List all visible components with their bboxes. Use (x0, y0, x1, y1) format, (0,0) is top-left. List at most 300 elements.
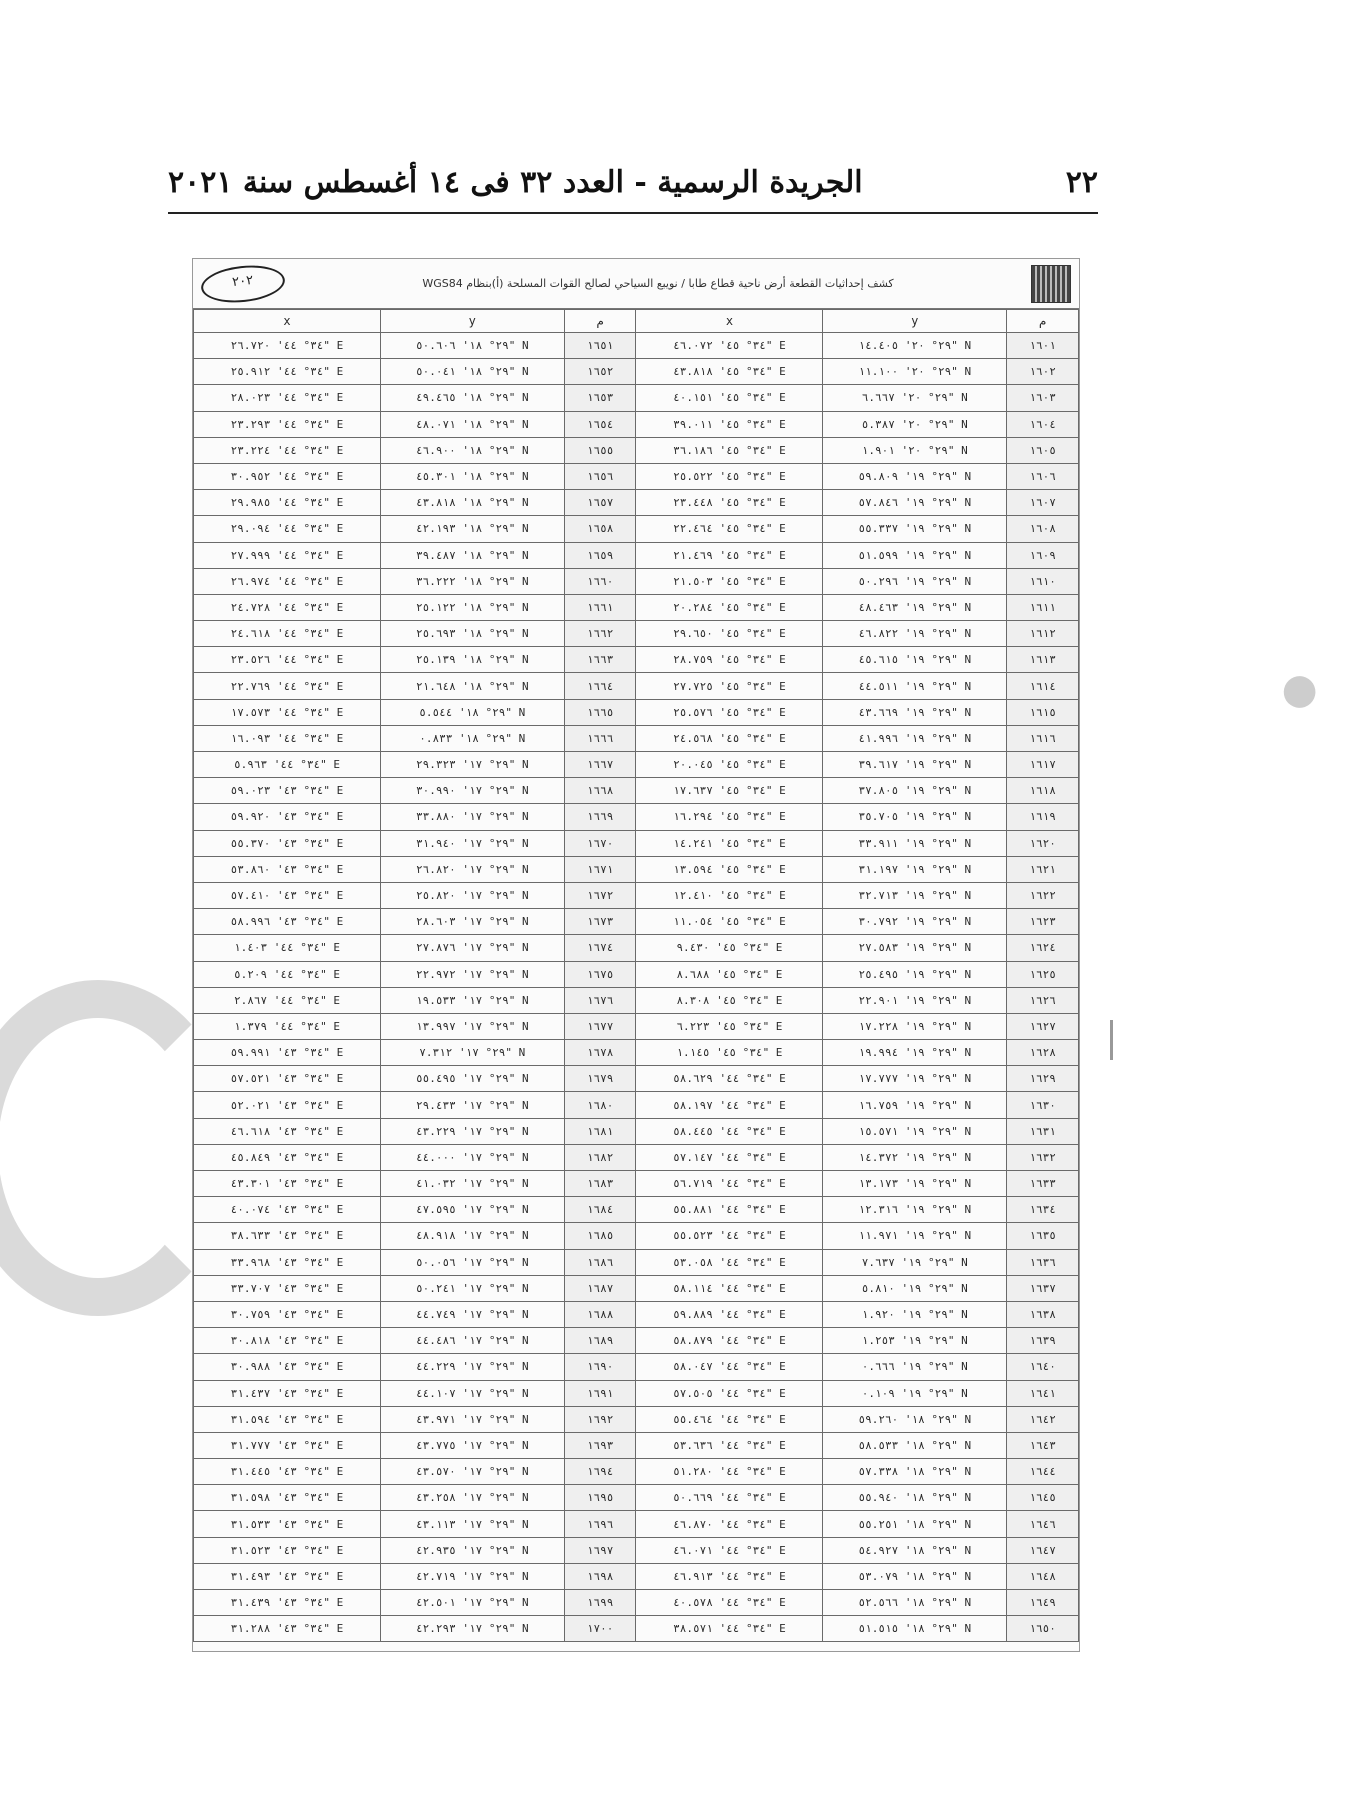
coordinate-cell: ٢٩° ١٩' ٠.١٠٩" N (823, 1380, 1007, 1406)
point-number-cell: ١٦٤٩ (1007, 1590, 1079, 1616)
coordinate-cell: ٢٩° ٢٠' ١١.١٠٠" N (823, 359, 1007, 385)
coordinate-cell: ٣٤° ٤٥' ٣٩.٠١١" E (636, 411, 823, 437)
coordinate-cell: ٢٩° ١٩' ٥٥.٣٣٧" N (823, 516, 1007, 542)
point-number-cell: ١٦٦٥ (564, 699, 636, 725)
table-row (194, 909, 1079, 935)
coordinate-cell: ٢٩° ١٧' ٢٨.٦٠٣" N (380, 909, 564, 935)
point-number-cell: ١٦٤٦ (1007, 1511, 1079, 1537)
table-body (194, 333, 1079, 1642)
coordinate-cell: ٢٩° ١٧' ٢٢.٩٧٢" N (380, 961, 564, 987)
point-number-cell: ١٦٤٤ (1007, 1459, 1079, 1485)
point-number-cell: ١٦٢٥ (1007, 961, 1079, 987)
table-row (194, 621, 1079, 647)
table-row (194, 856, 1079, 882)
coordinate-cell: ٢٩° ١٩' ١٧.٢٢٨" N (823, 1013, 1007, 1039)
table-row (194, 804, 1079, 830)
coordinate-cell: ٢٩° ١٩' ١٥.٥٧١" N (823, 1118, 1007, 1144)
point-number-cell: ١٦٥٢ (564, 359, 636, 385)
point-number-cell: ١٦٢٧ (1007, 1013, 1079, 1039)
point-number-cell: ١٦٥٠ (1007, 1616, 1079, 1642)
table-row (194, 673, 1079, 699)
point-number-cell: ١٦٥٣ (564, 385, 636, 411)
coordinate-cell: ٣٤° ٤٤' ٥٧.١٤٧" E (636, 1144, 823, 1170)
coordinate-cell: ٣٤° ٤٣' ٣٣.٧٠٧" E (194, 1275, 381, 1301)
coordinate-cell: ٢٩° ١٨' ٤٩.٤٦٥" N (380, 385, 564, 411)
coordinate-cell: ٢٩° ١٩' ٣٩.٦١٧" N (823, 752, 1007, 778)
point-number-cell: ١٦٠٧ (1007, 490, 1079, 516)
page-number: ٢٢ (1065, 164, 1098, 200)
point-number-cell: ١٦٦٠ (564, 568, 636, 594)
point-number-cell: ١٦١٦ (1007, 725, 1079, 751)
coordinate-cell: ٣٤° ٤٤' ٢٩.٠٩٤" E (194, 516, 381, 542)
point-number-cell: ١٦١٣ (1007, 647, 1079, 673)
coordinate-cell: ٢٩° ١٧' ٤٤.٢٢٩" N (380, 1354, 564, 1380)
coordinate-cell: ٢٩° ١٧' ٢٥.٨٢٠" N (380, 882, 564, 908)
point-number-cell: ١٦٨٧ (564, 1275, 636, 1301)
coordinate-cell: ٣٤° ٤٣' ٣١.٧٧٧" E (194, 1432, 381, 1458)
point-number-cell: ١٦٧٧ (564, 1013, 636, 1039)
coordinate-cell: ٣٤° ٤٤' ٥٥.٤٦٤" E (636, 1406, 823, 1432)
coordinate-cell: ٣٤° ٤٤' ٥١.٢٨٠" E (636, 1459, 823, 1485)
coordinate-cell: ٣٤° ٤٤' ٥٨.٠٤٧" E (636, 1354, 823, 1380)
coordinate-cell: ٣٤° ٤٣' ٥٩.٠٢٣" E (194, 778, 381, 804)
table-row (194, 1171, 1079, 1197)
coordinate-cell: ٢٩° ١٧' ٧.٣١٢" N (380, 1040, 564, 1066)
coordinate-cell: ٢٩° ١٩' ١٢.٣١٦" N (823, 1197, 1007, 1223)
coordinate-cell: ٢٩° ١٨' ٥٠.٠٤١" N (380, 359, 564, 385)
table-row (194, 725, 1079, 751)
coordinate-cell: ٣٤° ٤٣' ٣١.٥٢٣" E (194, 1537, 381, 1563)
coordinate-cell: ٢٩° ١٧' ٤٣.١١٣" N (380, 1511, 564, 1537)
column-header: x (194, 310, 381, 333)
point-number-cell: ١٦٨٨ (564, 1301, 636, 1327)
coordinate-cell: ٣٤° ٤٥' ٢١.٤٦٩" E (636, 542, 823, 568)
coordinate-cell: ٣٤° ٤٥' ١٢.٤١٠" E (636, 882, 823, 908)
coordinate-cell: ٢٩° ١٧' ٢٧.٨٧٦" N (380, 935, 564, 961)
coordinate-cell: ٢٩° ١٩' ٥٩.٨٠٩" N (823, 463, 1007, 489)
point-number-cell: ١٦١٠ (1007, 568, 1079, 594)
table-row (194, 1537, 1079, 1563)
coordinate-cell: ٢٩° ١٨' ٥٤.٩٢٧" N (823, 1537, 1007, 1563)
coordinate-cell: ٣٤° ٤٥' ٢٣.٤٤٨" E (636, 490, 823, 516)
point-number-cell: ١٦٤٨ (1007, 1563, 1079, 1589)
point-number-cell: ١٦١٤ (1007, 673, 1079, 699)
coordinate-cell: ٢٩° ١٩' ١.٢٥٣" N (823, 1328, 1007, 1354)
coordinate-cell: ٣٤° ٤٤' ٢٨.٠٢٣" E (194, 385, 381, 411)
coordinate-cell: ٣٤° ٤٣' ٥٧.٤١٠" E (194, 882, 381, 908)
coordinate-cell: ٣٤° ٤٣' ٤٦.٦١٨" E (194, 1118, 381, 1144)
column-header: y (380, 310, 564, 333)
coordinate-cell: ٢٩° ١٨' ٥٣.٠٧٩" N (823, 1563, 1007, 1589)
coordinate-cell: ٢٩° ١٩' ٤١.٩٩٦" N (823, 725, 1007, 751)
coordinate-cell: ٣٤° ٤٥' ٢١.٥٠٣" E (636, 568, 823, 594)
table-row (194, 568, 1079, 594)
handwritten-page-stamp: ٢٠٢ (199, 261, 286, 306)
coordinate-cell: ٢٩° ١٧' ٤٢.٢٩٣" N (380, 1616, 564, 1642)
coordinate-cell: ٢٩° ١٩' ١٦.٧٥٩" N (823, 1092, 1007, 1118)
coordinate-cell: ٢٩° ١٩' ١٩.٩٩٤" N (823, 1040, 1007, 1066)
coordinate-cell: ٣٤° ٤٤' ١٧.٥٧٣" E (194, 699, 381, 725)
point-number-cell: ١٦٦٣ (564, 647, 636, 673)
point-number-cell: ١٦٤٣ (1007, 1432, 1079, 1458)
coordinate-cell: ٢٩° ١٩' ٤٤.٥١١" N (823, 673, 1007, 699)
point-number-cell: ١٦١٥ (1007, 699, 1079, 725)
coordinate-cell: ٣٤° ٤٥' ١٣.٥٩٤" E (636, 856, 823, 882)
coordinate-cell: ٣٤° ٤٥' ٢٥.٥٢٢" E (636, 463, 823, 489)
coordinate-cell: ٢٩° ١٨' ٢٥.١٣٩" N (380, 647, 564, 673)
point-number-cell: ١٦٠٤ (1007, 411, 1079, 437)
coordinate-cell: ٢٩° ١٧' ١٩.٥٣٣" N (380, 987, 564, 1013)
point-number-cell: ١٦٩٠ (564, 1354, 636, 1380)
coordinate-cell: ٣٤° ٤٣' ٣٠.٨١٨" E (194, 1328, 381, 1354)
table-row (194, 385, 1079, 411)
coordinate-cell: ٢٩° ١٩' ٥٧.٨٤٦" N (823, 490, 1007, 516)
table-header-row (194, 310, 1079, 333)
coordinate-cell: ٢٩° ١٧' ٥٥.٤٩٥" N (380, 1066, 564, 1092)
coordinate-cell: ٢٩° ١٧' ٤٣.٥٧٠" N (380, 1459, 564, 1485)
coordinate-cell: ٣٤° ٤٥' ٢٠.٠٤٥" E (636, 752, 823, 778)
coordinate-cell: ٢٩° ١٩' ٠.٦٦٦" N (823, 1354, 1007, 1380)
coordinate-cell: ٢٩° ١٩' ٥١.٥٩٩" N (823, 542, 1007, 568)
table-row (194, 1066, 1079, 1092)
table-row (194, 882, 1079, 908)
point-number-cell: ١٦٠٣ (1007, 385, 1079, 411)
coordinate-cell: ٣٤° ٤٣' ٣١.٥٣٣" E (194, 1511, 381, 1537)
coordinate-cell: ٢٩° ١٧' ٣١.٩٤٠" N (380, 830, 564, 856)
coordinate-cell: ٢٩° ١٧' ٤١.٠٣٢" N (380, 1171, 564, 1197)
table-row (194, 1485, 1079, 1511)
coordinate-cell: ٣٤° ٤٥' ٩.٤٣٠" E (636, 935, 823, 961)
coordinate-cell: ٣٤° ٤٥' ٨.٦٨٨" E (636, 961, 823, 987)
sheet-title: كشف إحداثيات القطعة أرض ناحية قطاع طابا / نويبع السياحي لصالح القوات المسلحة (أ)بنظام WGS84 (422, 277, 894, 290)
column-header: م (564, 310, 636, 333)
point-number-cell: ١٦٣٥ (1007, 1223, 1079, 1249)
coordinate-cell: ٣٤° ٤٥' ٢٨.٧٥٩" E (636, 647, 823, 673)
coordinate-cell: ٢٩° ١٨' ٢٥.٦٩٣" N (380, 621, 564, 647)
point-number-cell: ١٦١٩ (1007, 804, 1079, 830)
table-row (194, 594, 1079, 620)
point-number-cell: ١٦٥٨ (564, 516, 636, 542)
coordinate-cell: ٢٩° ١٩' ٢٥.٤٩٥" N (823, 961, 1007, 987)
table-row (194, 411, 1079, 437)
coordinate-cell: ٣٤° ٤٤' ٥٣.٠٥٨" E (636, 1249, 823, 1275)
coordinate-cell: ٢٩° ١٩' ٥.٨١٠" N (823, 1275, 1007, 1301)
coordinate-cell: ٣٤° ٤٣' ٣١.٤٤٥" E (194, 1459, 381, 1485)
table-row (194, 437, 1079, 463)
coordinate-cell: ٣٤° ٤٤' ٢٥.٩١٢" E (194, 359, 381, 385)
table-row (194, 1301, 1079, 1327)
coordinate-cell: ٣٤° ٤٤' ٥٥.٥٢٣" E (636, 1223, 823, 1249)
point-number-cell: ١٦٦١ (564, 594, 636, 620)
point-number-cell: ١٦٧٤ (564, 935, 636, 961)
column-header: x (636, 310, 823, 333)
coordinate-cell: ٢٩° ١٩' ٣٠.٧٩٢" N (823, 909, 1007, 935)
point-number-cell: ١٦٨٦ (564, 1249, 636, 1275)
point-number-cell: ١٦٠٨ (1007, 516, 1079, 542)
coordinate-cell: ٣٤° ٤٣' ٥٥.٣٧٠" E (194, 830, 381, 856)
coordinate-cell: ٣٤° ٤٣' ٥٨.٩٩٦" E (194, 909, 381, 935)
table-row (194, 516, 1079, 542)
point-number-cell: ١٦٣٤ (1007, 1197, 1079, 1223)
coordinate-cell: ٣٤° ٤٥' ٤٠.١٥١" E (636, 385, 823, 411)
point-number-cell: ١٦٢٠ (1007, 830, 1079, 856)
coordinate-cell: ٢٩° ١٧' ٤٢.٩٣٥" N (380, 1537, 564, 1563)
point-number-cell: ١٦٧٨ (564, 1040, 636, 1066)
coordinate-cell: ٢٩° ١٧' ٥٠.٢٤١" N (380, 1275, 564, 1301)
coordinate-cell: ٢٩° ١٧' ٤٣.٢٢٩" N (380, 1118, 564, 1144)
coordinate-cell: ٢٩° ١٨' ٤٨.٠٧١" N (380, 411, 564, 437)
table-row (194, 1616, 1079, 1642)
point-number-cell: ١٦٩٤ (564, 1459, 636, 1485)
coordinate-cell: ٣٤° ٤٥' ١.١٤٥" E (636, 1040, 823, 1066)
coordinate-cell: ٣٤° ٤٤' ٥٨.٤٤٥" E (636, 1118, 823, 1144)
coordinate-cell: ٣٤° ٤٤' ٢٦.٩٧٤" E (194, 568, 381, 594)
table-row (194, 1040, 1079, 1066)
table-row (194, 1092, 1079, 1118)
coordinate-cell: ٢٩° ١٩' ٤٥.٦١٥" N (823, 647, 1007, 673)
point-number-cell: ١٦٠٩ (1007, 542, 1079, 568)
coordinate-cell: ٣٤° ٤٤' ٢٦.٧٢٠" E (194, 333, 381, 359)
coordinate-cell: ٣٤° ٤٤' ٢٣.٢٩٣" E (194, 411, 381, 437)
coordinate-cell: ٢٩° ١٨' ٥٠.٦٠٦" N (380, 333, 564, 359)
table-row (194, 1275, 1079, 1301)
coordinate-cell: ٢٩° ١٧' ٤٤.٤٨٦" N (380, 1328, 564, 1354)
point-number-cell: ١٦٢١ (1007, 856, 1079, 882)
table-row (194, 1354, 1079, 1380)
coordinate-cell: ٣٤° ٤٤' ٣٠.٩٥٢" E (194, 463, 381, 489)
coordinate-cell: ٢٩° ١٨' ٤٢.١٩٣" N (380, 516, 564, 542)
coordinate-cell: ٣٤° ٤٥' ٢٤.٥٦٨" E (636, 725, 823, 751)
coordinate-cell: ٢٩° ١٩' ٣٢.٧١٣" N (823, 882, 1007, 908)
point-number-cell: ١٦٣١ (1007, 1118, 1079, 1144)
coordinate-cell: ٣٤° ٤٤' ٥٣.٦٣٦" E (636, 1432, 823, 1458)
coordinate-cell: ٣٤° ٤٣' ٣١.٢٨٨" E (194, 1616, 381, 1642)
point-number-cell: ١٦٦٩ (564, 804, 636, 830)
coordinate-cell: ٢٩° ١٧' ٤٣.٧٧٥" N (380, 1432, 564, 1458)
coordinate-cell: ٣٤° ٤٤' ٤٠.٥٧٨" E (636, 1590, 823, 1616)
coordinate-cell: ٣٤° ٤٣' ٥٢.٠٢١" E (194, 1092, 381, 1118)
table-row (194, 1406, 1079, 1432)
table-row (194, 1249, 1079, 1275)
coordinate-cell: ٣٤° ٤٤' ٤٦.٩١٣" E (636, 1563, 823, 1589)
coordinate-cell: ٢٩° ١٩' ٢٢.٩٠١" N (823, 987, 1007, 1013)
coordinate-cell: ٣٤° ٤٤' ٥٧.٥٠٥" E (636, 1380, 823, 1406)
coordinate-cell: ٣٤° ٤٤' ٢٧.٩٩٩" E (194, 542, 381, 568)
coordinate-cell: ٣٤° ٤٥' ٢٧.٧٢٥" E (636, 673, 823, 699)
coordinate-cell: ٣٤° ٤٤' ٢٩.٩٨٥" E (194, 490, 381, 516)
gazette-title: الجريدة الرسمية - العدد ٣٢ فى ١٤ أغسطس سنة ٢٠٢١ (168, 164, 863, 200)
coordinate-cell: ٢٩° ١٩' ١٧.٧٧٧" N (823, 1066, 1007, 1092)
point-number-cell: ١٦٩٢ (564, 1406, 636, 1432)
point-number-cell: ١٦٦٨ (564, 778, 636, 804)
table-row (194, 490, 1079, 516)
point-number-cell: ١٦٢٨ (1007, 1040, 1079, 1066)
sheet-banner (193, 259, 1079, 309)
table-row (194, 699, 1079, 725)
page-header (168, 152, 1098, 214)
coordinates-table (193, 309, 1079, 1642)
point-number-cell: ١٦٦٦ (564, 725, 636, 751)
coordinate-cell: ٢٩° ١٨' ٥٧.٣٣٨" N (823, 1459, 1007, 1485)
table-row (194, 1511, 1079, 1537)
point-number-cell: ١٦٧٠ (564, 830, 636, 856)
coordinate-cell: ٢٩° ١٨' ٤٥.٣٠١" N (380, 463, 564, 489)
table-row (194, 1432, 1079, 1458)
coordinate-cell: ٣٤° ٤٣' ٥٧.٥٢١" E (194, 1066, 381, 1092)
coordinate-cell: ٢٩° ١٩' ٣٣.٩١١" N (823, 830, 1007, 856)
column-header: م (1007, 310, 1079, 333)
point-number-cell: ١٦٨٤ (564, 1197, 636, 1223)
table-row (194, 463, 1079, 489)
coordinate-cell: ٢٩° ١٩' ٣١.١٩٧" N (823, 856, 1007, 882)
table-row (194, 1590, 1079, 1616)
coordinate-cell: ٣٤° ٤٥' ٤٣.٨١٨" E (636, 359, 823, 385)
coordinate-cell: ٣٤° ٤٣' ٣١.٤٣٩" E (194, 1590, 381, 1616)
coordinate-cell: ٣٤° ٤٥' ١٧.٦٣٧" E (636, 778, 823, 804)
table-row (194, 1013, 1079, 1039)
coordinate-cell: ٢٩° ١٧' ٣٠.٩٩٠" N (380, 778, 564, 804)
table-row (194, 1118, 1079, 1144)
point-number-cell: ١٦٥٦ (564, 463, 636, 489)
coordinate-cell: ٢٩° ١٩' ١١.٩٧١" N (823, 1223, 1007, 1249)
coordinate-cell: ٣٤° ٤٤' ١.٣٧٩" E (194, 1013, 381, 1039)
coordinate-cell: ٢٩° ١٧' ٤٣.٢٥٨" N (380, 1485, 564, 1511)
coordinate-cell: ٢٩° ١٧' ٢٦.٨٢٠" N (380, 856, 564, 882)
coordinate-cell: ٣٤° ٤٤' ٥٨.١١٤" E (636, 1275, 823, 1301)
coordinate-cell: ٢٩° ١٨' ٤٣.٨١٨" N (380, 490, 564, 516)
coordinate-cell: ٢٩° ١٨' ٢١.٦٤٨" N (380, 673, 564, 699)
coordinate-cell: ٣٤° ٤٣' ٣١.٥٩٤" E (194, 1406, 381, 1432)
coordinate-cell: ٢٩° ١٧' ٢٩.٤٣٣" N (380, 1092, 564, 1118)
point-number-cell: ١٦٩٨ (564, 1563, 636, 1589)
table-row (194, 1197, 1079, 1223)
coordinate-cell: ٢٩° ١٨' ٥٥.٢٥١" N (823, 1511, 1007, 1537)
coordinate-cell: ٢٩° ١٩' ٣٥.٧٠٥" N (823, 804, 1007, 830)
coordinate-cell: ٢٩° ١٨' ٥٨.٥٣٣" N (823, 1432, 1007, 1458)
coordinate-cell: ٣٤° ٤٣' ٣٠.٧٥٩" E (194, 1301, 381, 1327)
point-number-cell: ١٦٥٥ (564, 437, 636, 463)
point-number-cell: ١٦٢٩ (1007, 1066, 1079, 1092)
coordinate-cell: ٢٩° ٢٠' ٥.٣٨٧" N (823, 411, 1007, 437)
point-number-cell: ١٦٧١ (564, 856, 636, 882)
coordinate-cell: ٢٩° ١٨' ٣٩.٤٨٧" N (380, 542, 564, 568)
point-number-cell: ١٦٤٢ (1007, 1406, 1079, 1432)
table-row (194, 961, 1079, 987)
coordinate-cell: ٣٤° ٤٤' ١٦.٠٩٣" E (194, 725, 381, 751)
coordinate-cell: ٢٩° ١٧' ٤٢.٥٠١" N (380, 1590, 564, 1616)
coordinate-cell: ٣٤° ٤٣' ٥٩.٩٩١" E (194, 1040, 381, 1066)
point-number-cell: ١٦٨١ (564, 1118, 636, 1144)
coordinate-cell: ٣٤° ٤٤' ٥٨.٨٧٩" E (636, 1328, 823, 1354)
table-row (194, 1144, 1079, 1170)
coordinate-cell: ٣٤° ٤٤' ٢٤.٧٢٨" E (194, 594, 381, 620)
table-row (194, 1563, 1079, 1589)
coordinate-cell: ٣٤° ٤٤' ٢٤.٦١٨" E (194, 621, 381, 647)
coordinate-cell: ٢٩° ١٨' ٥٩.٢٦٠" N (823, 1406, 1007, 1432)
coordinate-cell: ٣٤° ٤٣' ٤٣.٣٠١" E (194, 1171, 381, 1197)
table-row (194, 359, 1079, 385)
coordinate-cell: ٢٩° ٢٠' ١.٩٠١" N (823, 437, 1007, 463)
point-number-cell: ١٦٧٦ (564, 987, 636, 1013)
coordinate-cell: ٣٤° ٤٤' ١.٤٠٣" E (194, 935, 381, 961)
coordinate-cell: ٢٩° ١٨' ٥١.٥١٥" N (823, 1616, 1007, 1642)
point-number-cell: ١٦٠٥ (1007, 437, 1079, 463)
point-number-cell: ١٦١١ (1007, 594, 1079, 620)
point-number-cell: ١٦٩٧ (564, 1537, 636, 1563)
coordinate-cell: ٣٤° ٤٤' ٥٨.١٩٧" E (636, 1092, 823, 1118)
point-number-cell: ١٦٨٣ (564, 1171, 636, 1197)
coordinate-cell: ٣٤° ٤٥' ٢٢.٤٦٤" E (636, 516, 823, 542)
coordinate-cell: ٣٤° ٤٥' ١٤.٢٤١" E (636, 830, 823, 856)
coordinate-cell: ٣٤° ٤٣' ٣٠.٩٨٨" E (194, 1354, 381, 1380)
table-row (194, 1380, 1079, 1406)
table-row (194, 935, 1079, 961)
coordinate-cell: ٣٤° ٤٤' ٣٨.٥٧١" E (636, 1616, 823, 1642)
coordinate-cell: ٣٤° ٤٤' ٥٦.٧١٩" E (636, 1171, 823, 1197)
coordinate-cell: ٣٤° ٤٤' ٤٦.٠٧١" E (636, 1537, 823, 1563)
point-number-cell: ١٦٧٥ (564, 961, 636, 987)
coordinate-cell: ٢٩° ١٧' ٤٤.٠٠٠" N (380, 1144, 564, 1170)
coordinate-cell: ٣٤° ٤٥' ١١.٠٥٤" E (636, 909, 823, 935)
point-number-cell: ١٦٥٧ (564, 490, 636, 516)
coordinate-cell: ٢٩° ١٨' ٣٦.٢٢٢" N (380, 568, 564, 594)
coordinate-cell: ٢٩° ١٨' ٥٢.٥٦٦" N (823, 1590, 1007, 1616)
point-number-cell: ١٦٤٥ (1007, 1485, 1079, 1511)
point-number-cell: ١٦٦٢ (564, 621, 636, 647)
point-number-cell: ١٦٨٠ (564, 1092, 636, 1118)
coordinate-cell: ٢٩° ٢٠' ١٤.٤٠٥" N (823, 333, 1007, 359)
coordinate-cell: ٣٤° ٤٣' ٣٨.٦٣٣" E (194, 1223, 381, 1249)
coordinate-cell: ٣٤° ٤٥' ٣٦.١٨٦" E (636, 437, 823, 463)
coordinate-cell: ٣٤° ٤٥' ٤٦.٠٧٢" E (636, 333, 823, 359)
point-number-cell: ١٦٨٩ (564, 1328, 636, 1354)
coordinate-cell: ٢٩° ١٧' ٤٤.١٠٧" N (380, 1380, 564, 1406)
table-row (194, 647, 1079, 673)
coordinate-cell: ٢٩° ١٨' ٠.٨٣٣" N (380, 725, 564, 751)
table-row (194, 1328, 1079, 1354)
point-number-cell: ١٦٣٢ (1007, 1144, 1079, 1170)
coordinate-cell: ٣٤° ٤٤' ٥٨.٦٢٩" E (636, 1066, 823, 1092)
coordinate-cell: ٢٩° ٢٠' ٦.٦٦٧" N (823, 385, 1007, 411)
coordinate-cell: ٢٩° ١٩' ٥٠.٢٩٦" N (823, 568, 1007, 594)
point-number-cell: ١٦٧٢ (564, 882, 636, 908)
coordinate-cell: ٢٩° ١٩' ٢٧.٥٨٣" N (823, 935, 1007, 961)
coordinate-cell: ٣٤° ٤٤' ٢.٨٦٧" E (194, 987, 381, 1013)
coordinate-cell: ٣٤° ٤٤' ٢٢.٧٦٩" E (194, 673, 381, 699)
point-number-cell: ١٦١٧ (1007, 752, 1079, 778)
coordinate-cell: ٣٤° ٤٣' ٣١.٤٩٣" E (194, 1563, 381, 1589)
table-row (194, 778, 1079, 804)
scan-edge-mark (1110, 1020, 1113, 1060)
coordinate-cell: ٣٤° ٤٣' ٥٩.٩٢٠" E (194, 804, 381, 830)
table-row (194, 542, 1079, 568)
coordinate-cell: ٣٤° ٤٣' ٤٥.٨٤٩" E (194, 1144, 381, 1170)
column-header: y (823, 310, 1007, 333)
coordinate-cell: ٢٩° ١٩' ١٣.١٧٣" N (823, 1171, 1007, 1197)
point-number-cell: ١٦٩٣ (564, 1432, 636, 1458)
coordinate-cell: ٣٤° ٤٥' ٢٥.٥٧٦" E (636, 699, 823, 725)
point-number-cell: ١٦٢٣ (1007, 909, 1079, 935)
coordinate-cell: ٣٤° ٤٥' ٨.٣٠٨" E (636, 987, 823, 1013)
point-number-cell: ١٦٢٦ (1007, 987, 1079, 1013)
coordinate-cell: ٣٤° ٤٥' ٢٩.٦٥٠" E (636, 621, 823, 647)
coordinate-cell: ٢٩° ١٧' ٥٠.٠٥٦" N (380, 1249, 564, 1275)
point-number-cell: ١٦٥٤ (564, 411, 636, 437)
coordinate-cell: ٢٩° ١٨' ٢٥.١٢٢" N (380, 594, 564, 620)
coordinate-cell: ٢٩° ١٧' ٤٧.٥٩٥" N (380, 1197, 564, 1223)
coordinate-cell: ٢٩° ١٩' ٤٣.٦٦٩" N (823, 699, 1007, 725)
scanned-coordinates-sheet (192, 258, 1080, 1652)
